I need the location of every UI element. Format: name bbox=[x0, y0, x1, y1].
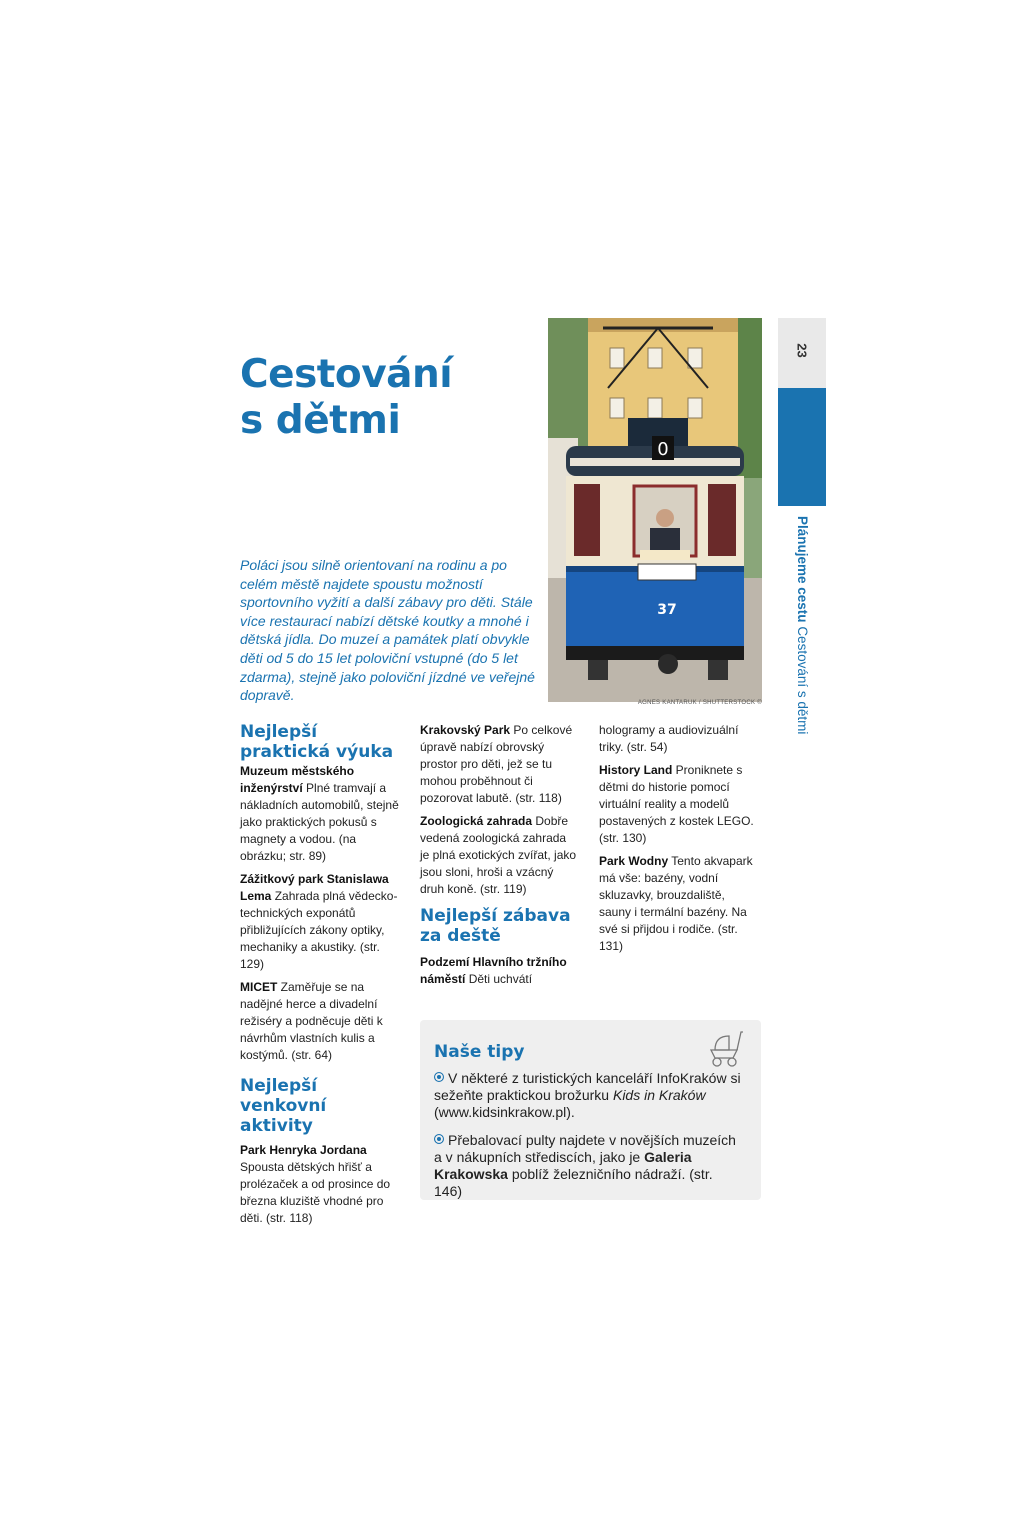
list-item: Park Wodny Tento akvapark má vše: bazény, vodní skluzavky, brouzdaliště, sauny i termální bazény. Na své si přijdou i rodiče. (str. 131) bbox=[599, 854, 753, 953]
bullet-icon bbox=[434, 1072, 444, 1082]
heading-best-learning: Nejlepší praktická výuka bbox=[240, 722, 394, 762]
page-number: 23 bbox=[794, 342, 810, 358]
list-item: Zoologická zahrada Dobře vedená zoologická zahrada je plná exotických zvířat, jako jsou sloni, hroši a vzácný druh koně. (str. 119) bbox=[420, 814, 577, 896]
list-item: hologramy a audiovizuální triky. (str. 54) bbox=[599, 723, 739, 754]
photo-credit: AGNES KANTARUK / SHUTTERSTOCK © bbox=[637, 700, 762, 706]
list-item: Park Henryka Jordana Spousta dětských hřišť a prolézaček a od prosince do března kluziště vhodné pro děti. (str. 118) bbox=[240, 1143, 391, 1225]
bullet-icon bbox=[434, 1134, 444, 1144]
list-item: Podzemí Hlavního tržního náměstí Děti uchvátí bbox=[420, 955, 567, 986]
list-item: History Land Proniknete s dětmi do historie pomocí virtuální reality a modelů postavených z kostek LEGO. (str. 130) bbox=[599, 763, 754, 845]
heading-best-rain: Nejlepší zábava za deště bbox=[420, 906, 571, 946]
column-2 bbox=[420, 722, 578, 994]
tips-heading: Naše tipy bbox=[434, 1042, 525, 1062]
intro-paragraph: Poláci jsou silně orientovaní na rodinu a po celém městě najdete spoustu možností sportovního vyžití a další zábavy pro děti. Stále více restaurací nabízí dětské koutky a mnohé i dětská jídla. Do muzeí a památek platí obvykle děti od 5 do 15 let poloviční vstupné (do 5 let zdarma), stejně jako poloviční jízdné ve veřejné dopravě. bbox=[240, 557, 535, 704]
section-tab-marker bbox=[778, 388, 826, 506]
chapter-title: Cestování s dětmi bbox=[795, 626, 810, 735]
page-title-line2: s dětmi bbox=[240, 398, 401, 443]
page-title bbox=[240, 352, 540, 444]
tram-number: 37 bbox=[657, 602, 677, 618]
column-3 bbox=[599, 722, 759, 961]
tram-photo bbox=[548, 318, 762, 702]
heading-best-outdoor: Nejlepší venkovní aktivity bbox=[240, 1076, 327, 1136]
list-item: Zážitkový park Stanislawa Lema Zahrada plná vědecko-technických exponátů přibližujících zákony optiky, mechaniky a akustiky. (str. 129) bbox=[240, 872, 398, 971]
page-title-line1: Cestování bbox=[240, 352, 453, 397]
stroller-icon bbox=[705, 1026, 745, 1068]
tip-1: V některé z turistických kanceláří InfoKraków si sežeňte praktickou brožurku Kids in Kraków (www.kidsinkrakow.pl). bbox=[434, 1070, 741, 1120]
list-item: MICET Zaměřuje se na nadějné herce a divadelní režiséry a podněcuje děti k návrhům vlastních kulis a kostýmů. (str. 64) bbox=[240, 980, 383, 1062]
tip-2: Přebalovací pulty najdete v novějších muzeích a v nákupních střediscích, jako je Galeria Krakowska poblíž železničního nádraží. (str. 146) bbox=[434, 1132, 736, 1199]
list-item: Krakovský Park Po celkové úpravě nabízí obrovský prostor pro děti, jež se tu mohou proběhnout či pozorovat labutě. (str. 118) bbox=[420, 723, 573, 805]
section-running-head bbox=[796, 516, 816, 796]
tips-box bbox=[420, 1020, 761, 1200]
column-1 bbox=[240, 722, 400, 1233]
section-title: Plánujeme cestu bbox=[795, 516, 810, 623]
tram-route: 0 bbox=[657, 439, 669, 460]
list-item: Muzeum městského inženýrství Plné tramvají a nákladních automobilů, stejně jako praktických pokusů s magnety a vodou. (na obrázku; str. 89) bbox=[240, 764, 399, 863]
